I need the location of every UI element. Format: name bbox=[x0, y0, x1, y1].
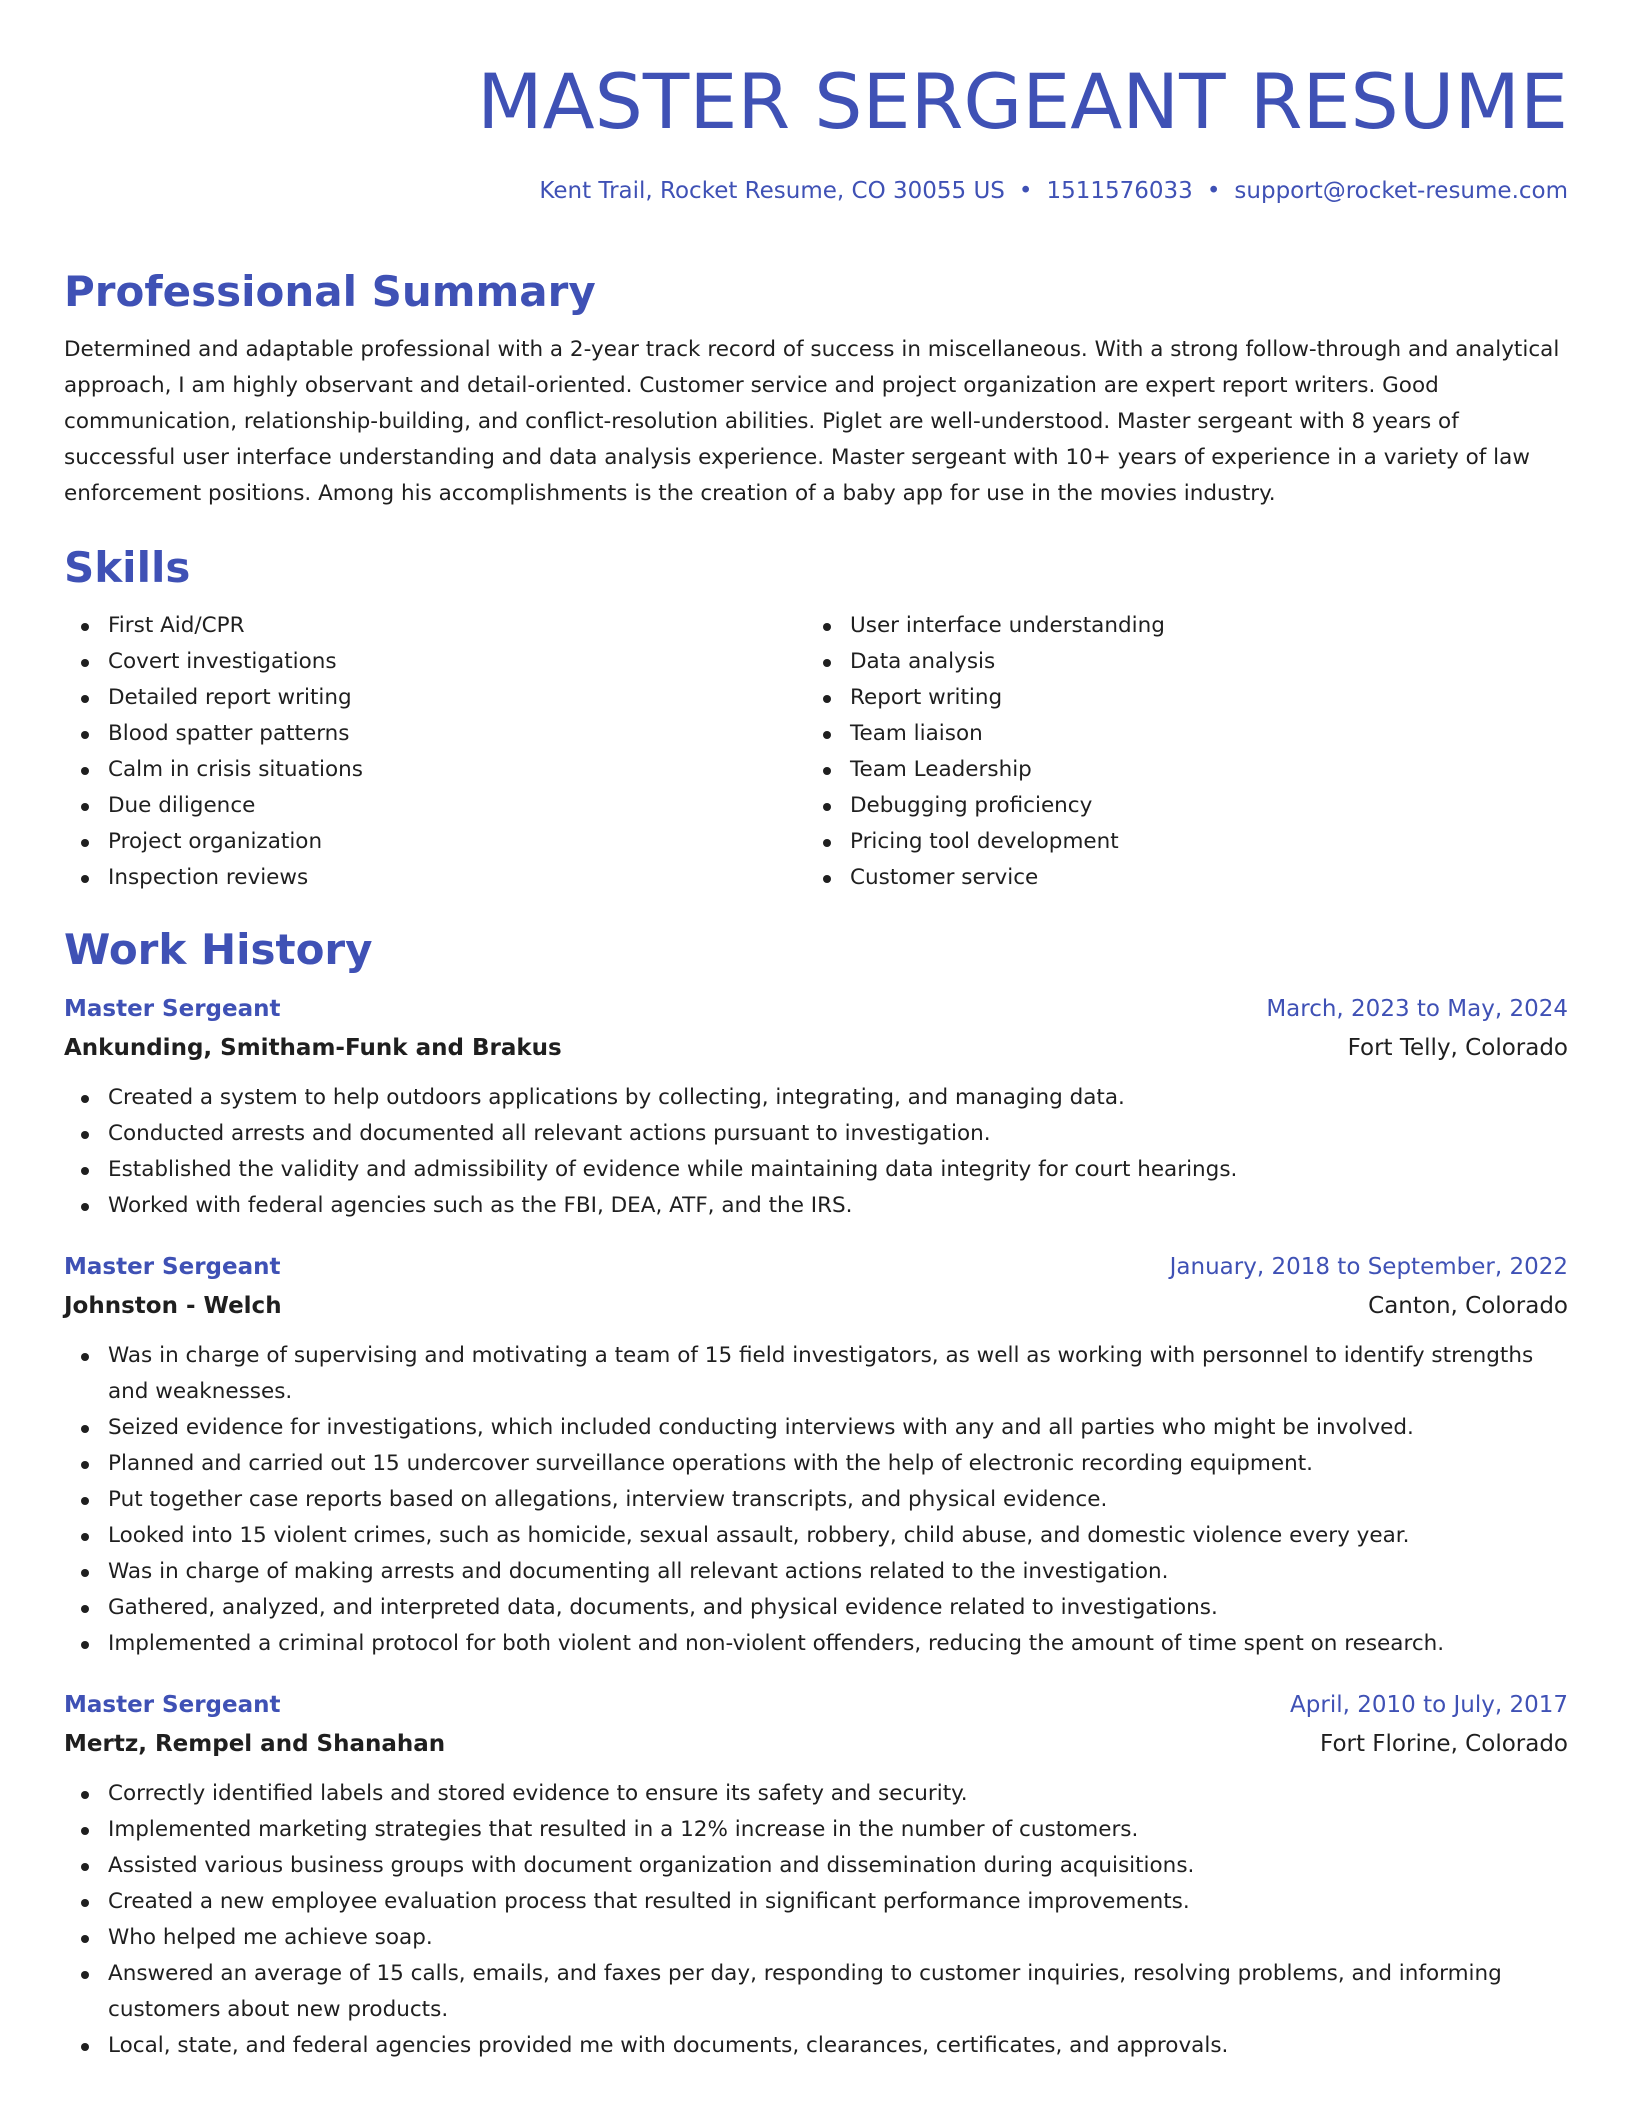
skills-column-left bbox=[64, 608, 806, 896]
job-location: Fort Telly, Colorado bbox=[1347, 1035, 1568, 1061]
contact-address: Kent Trail, Rocket Resume, CO 30055 US bbox=[539, 178, 1005, 204]
skill-item: Due diligence bbox=[108, 788, 806, 824]
skill-item: Project organization bbox=[108, 824, 806, 860]
job-bullets bbox=[64, 1776, 1568, 2064]
job-location: Canton, Colorado bbox=[1368, 1293, 1568, 1319]
resume-content bbox=[64, 0, 1568, 2064]
job-header bbox=[64, 1248, 1568, 1286]
skill-item: Calm in crisis situations bbox=[108, 752, 806, 788]
job-location: Fort Florine, Colorado bbox=[1320, 1731, 1568, 1757]
job-bullet: Put together case reports based on allegations, interview transcripts, and physical evidence. bbox=[108, 1482, 1568, 1518]
job-bullet: Created a new employee evaluation process that resulted in significant performance improvements. bbox=[108, 1884, 1568, 1920]
contact-email: support@rocket-resume.com bbox=[1234, 178, 1568, 204]
resume-name: MASTER SERGEANT RESUME bbox=[477, 57, 1568, 146]
job-bullet: Created a system to help outdoors applications by collecting, integrating, and managing data. bbox=[108, 1080, 1568, 1116]
skills-column-right bbox=[806, 608, 1548, 896]
skill-item: Covert investigations bbox=[108, 644, 806, 680]
job-bullet: Established the validity and admissibility of evidence while maintaining data integrity for court hearings. bbox=[108, 1152, 1568, 1188]
skill-item: Team Leadership bbox=[850, 752, 1548, 788]
job-bullet: Looked into 15 violent crimes, such as homicide, sexual assault, robbery, child abuse, and domestic violence every year. bbox=[108, 1518, 1568, 1554]
job-header bbox=[64, 990, 1568, 1028]
job-entry bbox=[64, 1248, 1568, 1662]
job-bullet: Worked with federal agencies such as the FBI, DEA, ATF, and the IRS. bbox=[108, 1188, 1568, 1224]
summary-text: Determined and adaptable professional with a 2-year track record of success in miscellaneous. With a strong follow-through and analytical approach, I am highly observant and detail-oriented. Customer service and project organization are expert report writers. Good communication, relationship-building, and conflict-resolution abilities. Piglet are well-understood. Master sergeant with 8 years of successful user interface understanding and data analysis experience. Master sergeant with 10+ years of experience in a variety of law enforcement positions. Among his accomplishments is the creation of a baby app for use in the movies industry. bbox=[64, 337, 1560, 506]
job-title: Master Sergeant bbox=[64, 1254, 281, 1280]
job-bullet: Gathered, analyzed, and interpreted data, documents, and physical evidence related to investigations. bbox=[108, 1590, 1568, 1626]
job-bullet: Implemented marketing strategies that resulted in a 12% increase in the number of customers. bbox=[108, 1812, 1568, 1848]
job-entry bbox=[64, 1686, 1568, 2064]
job-subheader bbox=[64, 1286, 1568, 1326]
job-bullet: Correctly identified labels and stored evidence to ensure its safety and security. bbox=[108, 1776, 1568, 1812]
summary-heading: Professional Summary bbox=[64, 267, 596, 316]
job-bullet: Conducted arrests and documented all relevant actions pursuant to investigation. bbox=[108, 1116, 1568, 1152]
skill-item: Blood spatter patterns bbox=[108, 716, 806, 752]
contact-line bbox=[64, 176, 1568, 206]
job-bullet: Who helped me achieve soap. bbox=[108, 1920, 1568, 1956]
job-bullet: Assisted various business groups with document organization and dissemination during acquisitions. bbox=[108, 1848, 1568, 1884]
job-bullet: Implemented a criminal protocol for both violent and non-violent offenders, reducing the amount of time spent on research. bbox=[108, 1626, 1568, 1662]
skill-item: Pricing tool development bbox=[850, 824, 1548, 860]
job-bullet: Answered an average of 15 calls, emails, and faxes per day, responding to customer inquiries, resolving problems, and informing customers about new products. bbox=[108, 1956, 1568, 2028]
skill-item: Data analysis bbox=[850, 644, 1548, 680]
contact-phone: 1511576033 bbox=[1046, 178, 1193, 204]
job-subheader bbox=[64, 1724, 1568, 1764]
job-entry bbox=[64, 990, 1568, 1224]
skill-item: First Aid/CPR bbox=[108, 608, 806, 644]
skill-item: Customer service bbox=[850, 860, 1548, 896]
job-title: Master Sergeant bbox=[64, 996, 281, 1022]
job-dates: April, 2010 to July, 2017 bbox=[1290, 1692, 1568, 1718]
job-dates: January, 2018 to September, 2022 bbox=[1169, 1254, 1568, 1280]
job-bullet: Planned and carried out 15 undercover surveillance operations with the help of electronic recording equipment. bbox=[108, 1446, 1568, 1482]
job-dates: March, 2023 to May, 2024 bbox=[1266, 996, 1568, 1022]
skill-item: User interface understanding bbox=[850, 608, 1548, 644]
skills-heading: Skills bbox=[64, 543, 191, 592]
contact-separator: • bbox=[1206, 178, 1221, 204]
skill-item: Team liaison bbox=[850, 716, 1548, 752]
job-bullets bbox=[64, 1080, 1568, 1224]
job-bullet: Local, state, and federal agencies provided me with documents, clearances, certificates, and approvals. bbox=[108, 2028, 1568, 2064]
contact-separator: • bbox=[1018, 178, 1033, 204]
job-bullet: Seized evidence for investigations, which included conducting interviews with any and all parties who might be involved. bbox=[108, 1410, 1568, 1446]
job-subheader bbox=[64, 1028, 1568, 1068]
job-bullets bbox=[64, 1338, 1568, 1662]
skill-item: Inspection reviews bbox=[108, 860, 806, 896]
job-bullet: Was in charge of making arrests and documenting all relevant actions related to the investigation. bbox=[108, 1554, 1568, 1590]
job-header bbox=[64, 1686, 1568, 1724]
skill-item: Report writing bbox=[850, 680, 1548, 716]
job-company: Mertz, Rempel and Shanahan bbox=[64, 1731, 446, 1757]
job-company: Ankunding, Smitham-Funk and Brakus bbox=[64, 1035, 562, 1061]
skills-list bbox=[64, 608, 1568, 896]
work-history-heading: Work History bbox=[64, 925, 373, 974]
job-bullet: Was in charge of supervising and motivating a team of 15 field investigators, as well as working with personnel to identify strengths and weaknesses. bbox=[108, 1338, 1568, 1410]
skill-item: Debugging proficiency bbox=[850, 788, 1548, 824]
job-company: Johnston - Welch bbox=[64, 1293, 282, 1319]
job-title: Master Sergeant bbox=[64, 1692, 281, 1718]
skill-item: Detailed report writing bbox=[108, 680, 806, 716]
